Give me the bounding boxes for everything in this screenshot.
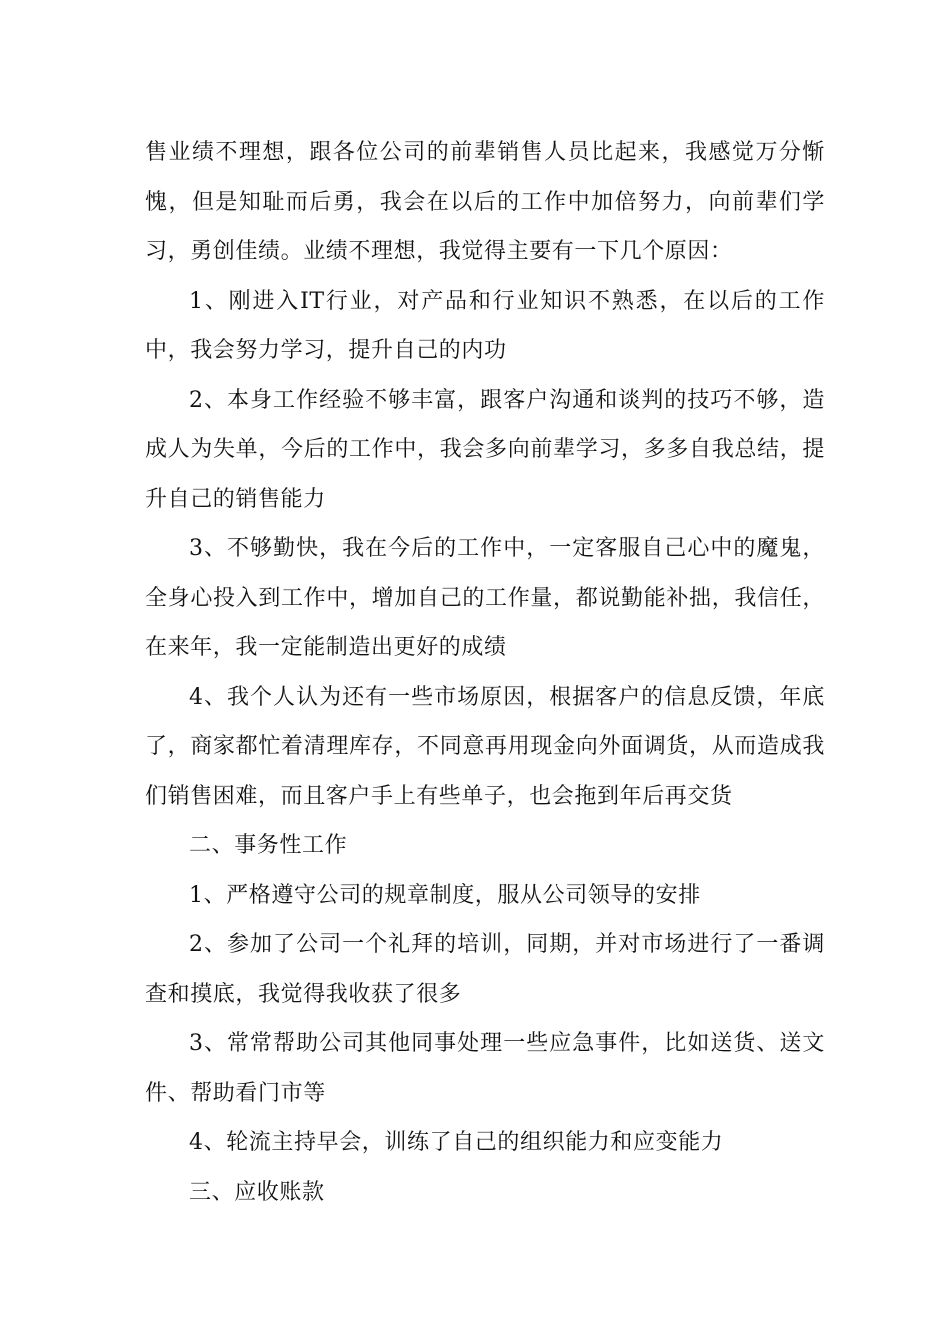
document-body	[145, 128, 825, 1217]
paragraph-reason-2: 2、本身工作经验不够丰富，跟客户沟通和谈判的技巧不够，造成人为失单，今后的工作中，我会多向前辈学习，多多自我总结，提升自己的销售能力	[145, 387, 825, 512]
paragraph-routine-1: 1、严格遵守公司的规章制度，服从公司领导的安排	[189, 882, 701, 908]
paragraph-continuation: 售业绩不理想，跟各位公司的前辈销售人员比起来，我感觉万分惭愧，但是知耻而后勇，我会在以后的工作中加倍努力，向前辈们学习，勇创佳绩。业绩不理想，我觉得主要有一下几个原因：	[145, 140, 825, 264]
section-heading-routine-work: 二、事务性工作	[189, 833, 348, 858]
paragraph-routine-2: 2、参加了公司一个礼拜的培训，同期，并对市场进行了一番调查和摸底，我觉得我收获了很多	[145, 932, 825, 1007]
paragraph-routine-4: 4、轮流主持早会，训练了自己的组织能力和应变能力	[189, 1130, 724, 1155]
paragraph-reason-1: 1、刚进入IT行业，对产品和行业知识不熟悉，在以后的工作中，我会努力学习，提升自己的内功	[145, 288, 825, 363]
paragraph-reason-4: 4、我个人认为还有一些市场原因，根据客户的信息反馈，年底了，商家都忙着清理库存，不同意再用现金向外面调货，从而造成我们销售困难，而且客户手上有些单子，也会拖到年后再交货	[145, 684, 825, 809]
paragraph-routine-3: 3、常常帮助公司其他同事处理一些应急事件，比如送货、送文件、帮助看门市等	[145, 1031, 825, 1106]
section-heading-receivables: 三、应收账款	[189, 1179, 325, 1205]
paragraph-reason-3: 3、不够勤快，我在今后的工作中，一定客服自己心中的魔鬼，全身心投入到工作中，增加自己的工作量，都说勤能补拙，我信任，在来年，我一定能制造出更好的成绩	[145, 536, 825, 660]
